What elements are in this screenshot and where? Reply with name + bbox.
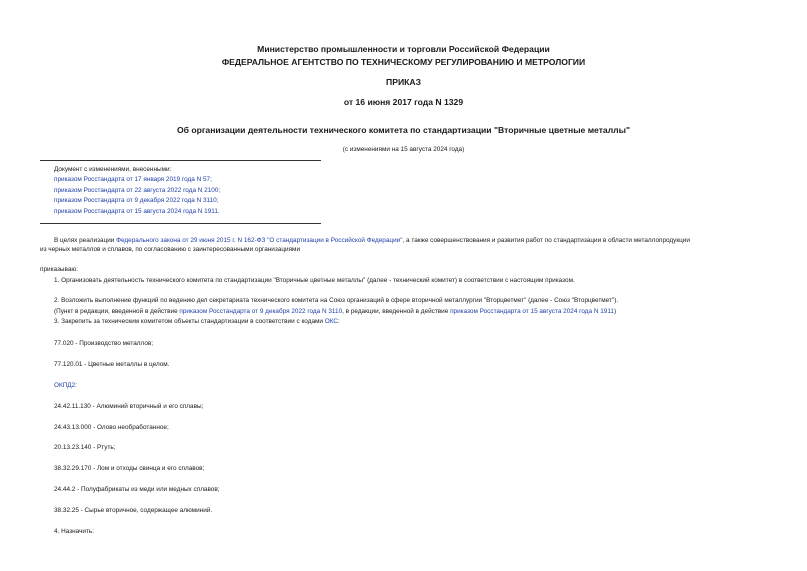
paragraph-4: 4. Назначить: [54, 528, 95, 535]
change-link-3[interactable]: приказом Росстандарта от 9 декабря 2022 года N 3110; [54, 197, 219, 204]
note-link-3110[interactable]: приказом Росстандарта от 9 декабря 2022 года N 3110 [179, 308, 343, 315]
note-text-3: ) [613, 308, 617, 315]
okpd-code-5: 24.44.2 - Полуфабрикаты из меди или медных сплавов; [54, 486, 220, 493]
document-title: Об организации деятельности технического комитета по стандартизации "Вторичные цветные металлы" [176, 125, 631, 135]
okpd-code-1: 24.42.11.130 - Алюминий вторичный и его сплавы; [54, 403, 204, 410]
note-text-1: (Пункт в редакции, введенной в действие [54, 308, 180, 315]
note-link-1911[interactable]: приказом Росстандарта от 15 августа 2024 года N 1911 [450, 308, 614, 315]
p3-colon: : [338, 318, 340, 325]
okpd-link[interactable]: ОКПД2 [54, 382, 76, 389]
okpd-code-6: 38.32.25 - Сырье вторичное, содержащее алюминий. [54, 507, 213, 514]
change-link-1[interactable]: приказом Росстандарта от 17 января 2019 года N 57; [54, 176, 212, 183]
change-link-2[interactable]: приказом Росстандарта от 22 августа 2022 года N 2100; [54, 187, 221, 194]
agency-heading: ФЕДЕРАЛЬНОЕ АГЕНТСТВО ПО ТЕХНИЧЕСКОМУ РЕГУЛИРОВАНИЮ И МЕТРОЛОГИИ [221, 57, 586, 67]
ministry-heading: Министерство промышленности и торговли Российской Федерации [257, 44, 550, 54]
oks-link[interactable]: ОКС [324, 318, 338, 325]
preamble-text-end: , а также совершенствования и развития работ по стандартизации в области металлопродукции [402, 237, 690, 244]
order-word: приказываю: [40, 266, 78, 273]
paragraph-2-note [54, 308, 616, 316]
okpd-heading [54, 382, 77, 390]
date-number-heading: от 16 июня 2017 года N 1329 [343, 97, 464, 107]
preamble-line-2: из черных металлов и сплавов, по согласованию с заинтересованными организациями [40, 246, 301, 253]
oks-code-1: 77.020 - Производство металлов; [54, 340, 154, 347]
preamble-text-start: В целях реализации [54, 237, 117, 244]
change-link-4[interactable]: приказом Росстандарта от 15 августа 2024 года N 1911. [54, 208, 220, 215]
paragraph-1: 1. Организовать деятельность технического комитета по стандартизации "Вторичные цветные металлы" (далее - технический комитет) в соответствии с настоящим приказом. [54, 277, 575, 284]
changes-top-divider [40, 160, 321, 161]
changes-bottom-divider [40, 223, 321, 224]
changes-intro: Документ с изменениями, внесенными: [54, 166, 172, 173]
okpd-code-4: 38.32.29.170 - Лом и отходы свинца и его сплавов; [54, 465, 205, 472]
p3-text: 3. Закрепить за техническим комитетом объекты стандартизации в соответствии с кодами [54, 318, 325, 325]
note-text-2: , в редакции, введенной в действие [342, 308, 451, 315]
doc-type-heading: ПРИКАЗ [386, 77, 421, 87]
okpd-code-2: 24.43.13.000 - Олово необработанное; [54, 424, 169, 431]
paragraph-2: 2. Возложить выполнение функций по ведению дел секретариата технического комитета на Союз организаций в сфере вторичной металлургии "Вторцветмет" (далее - Союз "Вторцветмет"). [54, 297, 619, 304]
okpd-colon: : [75, 382, 77, 389]
paragraph-3 [54, 318, 340, 326]
revision-note: (с изменениями на 15 августа 2024 года) [342, 146, 465, 153]
federal-law-link[interactable]: Федерального закона от 29 июня 2015 г. N 162-ФЗ "О стандартизации в Российской Федерации" [116, 237, 403, 244]
preamble-line-1 [54, 237, 690, 245]
okpd-code-3: 20.13.23.140 - Ртуть; [54, 444, 116, 451]
oks-code-2: 77.120.01 - Цветные металлы в целом. [54, 361, 170, 368]
